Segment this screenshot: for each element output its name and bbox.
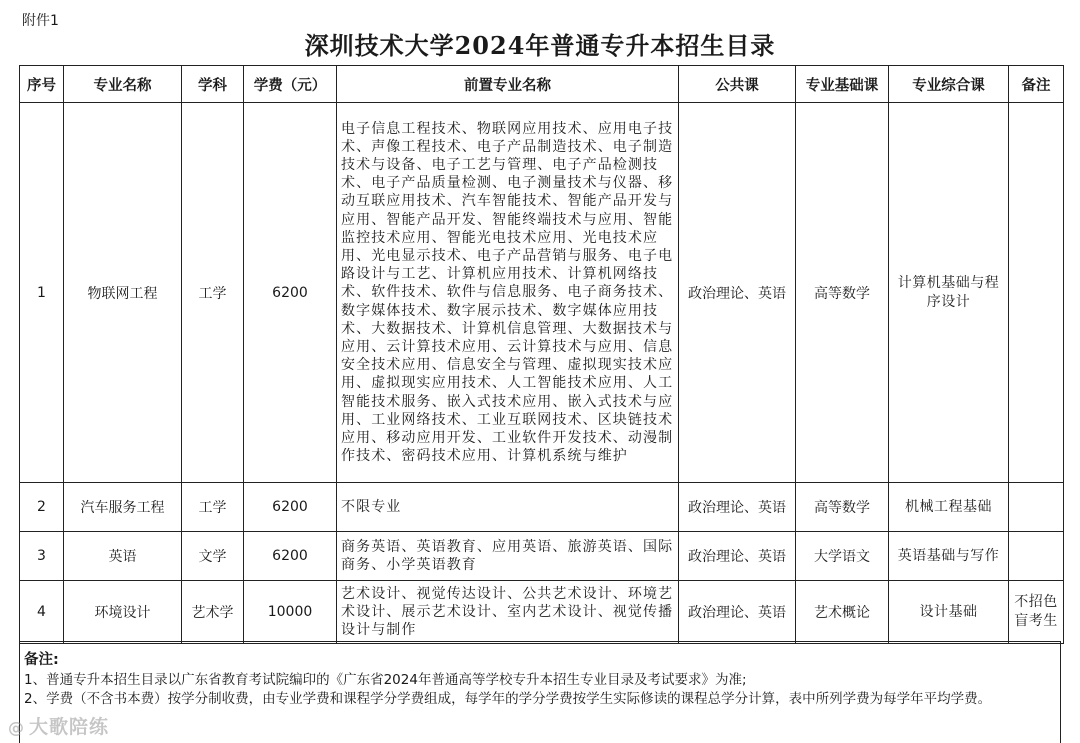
notes-item-1: 1、普通专升本招生目录以广东省教育考试院编印的《广东省2024年普通高等学校专升本招生专业目录及考试要求》为准; [24, 671, 747, 688]
col-header-public-course: 公共课 [679, 66, 796, 103]
cell-comprehensive-course: 计算机基础与程序设计 [889, 103, 1009, 483]
cell-major: 物联网工程 [64, 103, 182, 483]
table-row [20, 483, 1064, 532]
table-row [20, 581, 1064, 644]
enrollment-catalog-table [19, 65, 1064, 644]
cell-public-course: 政治理论、英语 [679, 532, 796, 581]
notes-title: 备注: [24, 652, 59, 668]
cell-no: 2 [20, 483, 64, 532]
cell-fee: 6200 [244, 532, 337, 581]
cell-public-course: 政治理论、英语 [679, 103, 796, 483]
cell-prereq: 商务英语、英语教育、应用英语、旅游英语、国际商务、小学英语教育 [337, 532, 679, 581]
col-header-remark: 备注 [1009, 66, 1064, 103]
cell-major: 汽车服务工程 [64, 483, 182, 532]
cell-basic-course: 艺术概论 [796, 581, 889, 644]
cell-major: 英语 [64, 532, 182, 581]
cell-major: 环境设计 [64, 581, 182, 644]
col-header-discipline: 学科 [182, 66, 244, 103]
col-header-fee: 学费（元） [244, 66, 337, 103]
col-header-basic-course: 专业基础课 [796, 66, 889, 103]
col-header-no: 序号 [20, 66, 64, 103]
cell-no: 1 [20, 103, 64, 483]
cell-basic-course: 高等数学 [796, 103, 889, 483]
watermark [8, 712, 109, 739]
cell-discipline: 艺术学 [182, 581, 244, 644]
cell-remark: 不招色盲考生 [1009, 581, 1064, 644]
notes-item-2: 2、学费（不含书本费）按学分制收费，由专业学费和课程学分学费组成，每学年的学分学费按学生实际修读的课程总学分计算，表中所列学费为每学年平均学费。 [24, 691, 992, 707]
cell-public-course: 政治理论、英语 [679, 581, 796, 644]
cell-fee: 6200 [244, 103, 337, 483]
cell-prereq: 不限专业 [337, 483, 679, 532]
table-row [20, 103, 1064, 483]
col-header-comprehensive-course: 专业综合课 [889, 66, 1009, 103]
document-title: 深圳技术大学2024年普通专升本招生目录 [304, 31, 776, 60]
col-header-prereq: 前置专业名称 [337, 66, 679, 103]
cell-remark [1009, 483, 1064, 532]
col-header-major: 专业名称 [64, 66, 182, 103]
cell-fee: 10000 [244, 581, 337, 644]
cell-fee: 6200 [244, 483, 337, 532]
cell-comprehensive-course: 英语基础与写作 [889, 532, 1009, 581]
cell-basic-course: 高等数学 [796, 483, 889, 532]
cell-basic-course: 大学语文 [796, 532, 889, 581]
watermark-text: 大歌陪练 [29, 716, 110, 738]
cell-discipline: 工学 [182, 483, 244, 532]
cell-public-course: 政治理论、英语 [679, 483, 796, 532]
cell-comprehensive-course: 设计基础 [889, 581, 1009, 644]
spiral-logo-icon: @ [8, 718, 25, 737]
cell-prereq: 艺术设计、视觉传达设计、公共艺术设计、环境艺术设计、展示艺术设计、室内艺术设计、视觉传播设计与制作 [337, 581, 679, 644]
cell-remark [1009, 532, 1064, 581]
cell-remark [1009, 103, 1064, 483]
notes-section [19, 641, 1061, 743]
cell-prereq: 电子信息工程技术、物联网应用技术、应用电子技术、声像工程技术、电子产品制造技术、电子制造技术与设备、电子工艺与管理、电子产品检测技术、电子产品质量检测、电子测量技术与仪器、移动互联应用技术、汽车智能技术、智能产品开发与应用、智能产品开发、智能终端技术与应用、智能监控技术应用、智能光电技术应用、光电技术应用、光电显示技术、电子产品营销与服务、电子电路设计与工艺、计算机应用技术、计算机网络技术、软件技术、软件与信息服务、电子商务技术、数字媒体技术、数字展示技术、数字媒体应用技术、大数据技术、计算机信息管理、大数据技术与应用、云计算技术应用、云计算技术与应用、信息安全技术应用、信息安全与管理、虚拟现实技术应用、虚拟现实应用技术、人工智能技术应用、人工智能技术服务、嵌入式技术应用、嵌入式技术与应用、工业网络技术、工业互联网技术、区块链技术应用、移动应用开发、工业软件开发技术、动漫制作技术、密码技术应用、计算机系统与维护 [337, 103, 679, 483]
table-header-row [20, 66, 1064, 103]
cell-discipline: 工学 [182, 103, 244, 483]
cell-comprehensive-course: 机械工程基础 [889, 483, 1009, 532]
attachment-label: 附件1 [22, 13, 59, 29]
cell-no: 4 [20, 581, 64, 644]
table-row [20, 532, 1064, 581]
cell-discipline: 文学 [182, 532, 244, 581]
cell-no: 3 [20, 532, 64, 581]
